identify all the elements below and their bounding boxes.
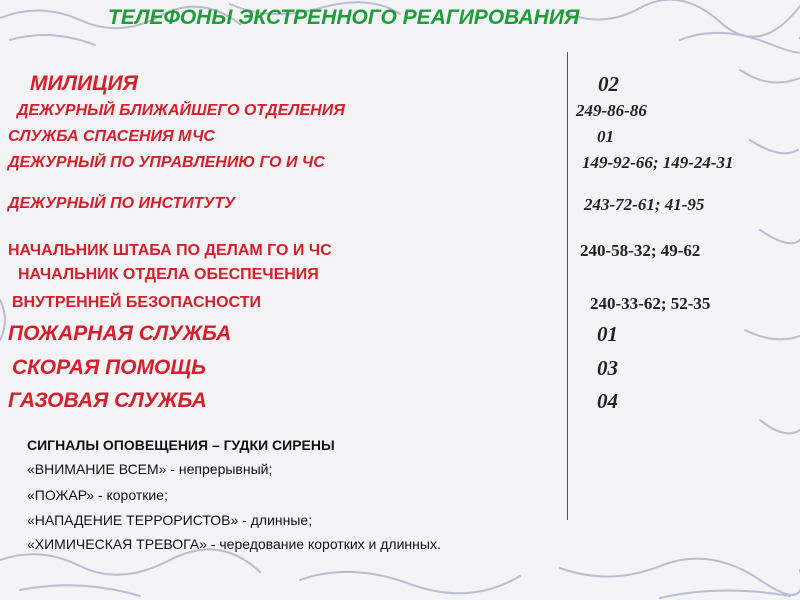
signal-item: «ПОЖАР» - короткие; — [27, 487, 168, 503]
contact-number-institute-duty: 243-72-61; 41-95 — [584, 195, 705, 214]
contact-name-ambulance: СКОРАЯ ПОМОЩЬ — [12, 356, 207, 379]
contact-number-hq-chief: 240-58-32; 49-62 — [580, 241, 701, 260]
contact-number-gas-service: 04 — [597, 389, 618, 413]
signal-item: «НАПАДЕНИЕ ТЕРРОРИСТОВ» - длинные; — [27, 512, 313, 528]
column-divider — [567, 52, 568, 520]
contact-name-civil-defense-duty: ДЕЖУРНЫЙ ПО УПРАВЛЕНИЮ ГО И ЧС — [8, 154, 325, 171]
contact-name-police: МИЛИЦИЯ — [30, 72, 138, 95]
contact-name-security-chief-line1: НАЧАЛЬНИК ОТДЕЛА ОБЕСПЕЧЕНИЯ — [18, 266, 319, 283]
page-title: ТЕЛЕФОНЫ ЭКСТРЕННОГО РЕАГИРОВАНИЯ — [108, 6, 580, 29]
contact-name-hq-chief: НАЧАЛЬНИК ШТАБА ПО ДЕЛАМ ГО И ЧС — [8, 242, 332, 259]
contact-number-civil-defense-duty: 149-92-66; 149-24-31 — [582, 153, 734, 172]
contact-number-fire-service: 01 — [597, 322, 618, 346]
contact-name-security-chief-line2: ВНУТРЕННЕЙ БЕЗОПАСНОСТИ — [12, 294, 261, 311]
contact-number-nearest-department: 249-86-86 — [576, 101, 647, 120]
contact-name-nearest-department: ДЕЖУРНЫЙ БЛИЖАЙШЕГО ОТДЕЛЕНИЯ — [17, 102, 345, 119]
contact-number-police: 02 — [598, 72, 619, 96]
signals-heading: СИГНАЛЫ ОПОВЕЩЕНИЯ – ГУДКИ СИРЕНЫ — [27, 437, 335, 453]
contact-name-institute-duty: ДЕЖУРНЫЙ ПО ИНСТИТУТУ — [8, 195, 235, 212]
contact-number-ambulance: 03 — [597, 356, 618, 380]
signal-item: «ВНИМАНИЕ ВСЕМ» - непрерывный; — [27, 461, 273, 477]
contact-name-emergency-ministry: СЛУЖБА СПАСЕНИЯ МЧС — [8, 128, 215, 145]
contact-name-gas-service: ГАЗОВАЯ СЛУЖБА — [8, 389, 207, 412]
contact-name-fire-service: ПОЖАРНАЯ СЛУЖБА — [8, 322, 232, 345]
signal-item: «ХИМИЧЕСКАЯ ТРЕВОГА» - чередование коротких и длинных. — [27, 536, 441, 552]
contact-number-security-chief: 240-33-62; 52-35 — [590, 294, 711, 313]
contact-number-emergency-ministry: 01 — [597, 127, 614, 146]
